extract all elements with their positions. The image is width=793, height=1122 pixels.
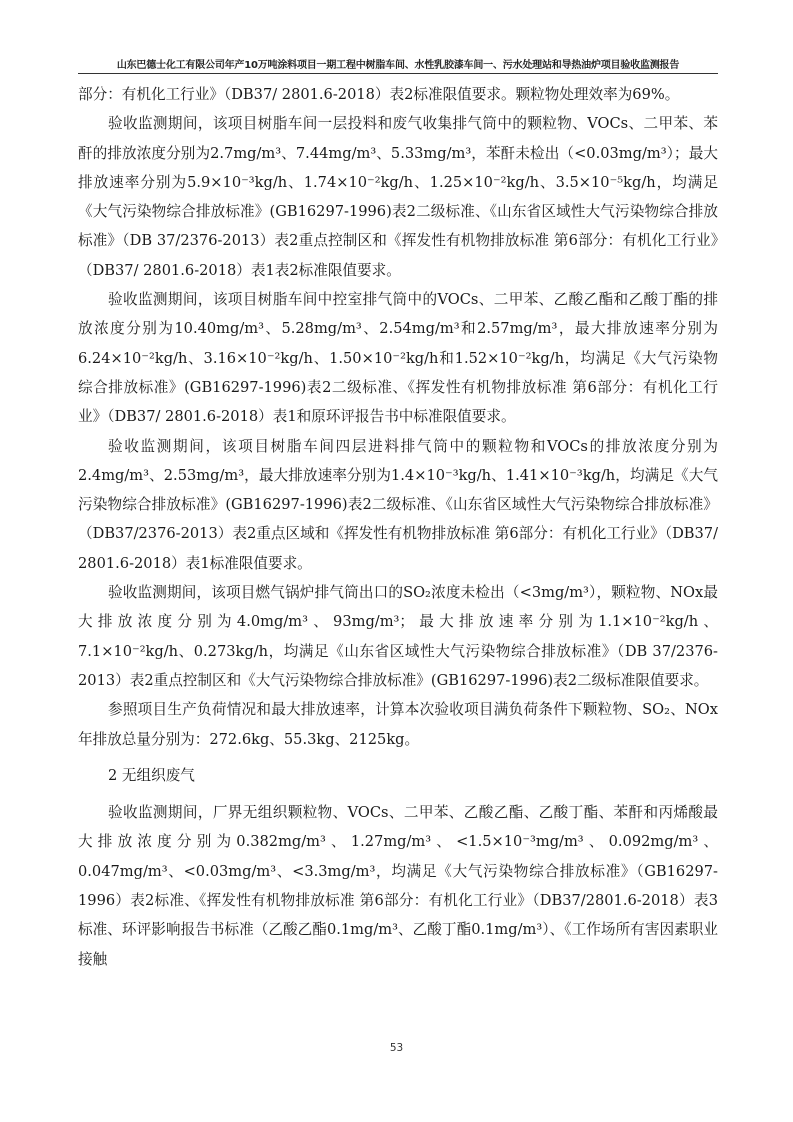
- running-header: 山东巴德士化工有限公司年产10万吨涂料项目一期工程中树脂车间、水性乳胶漆车间一、污水处理站和导热油炉项目验收监测报告: [116, 60, 680, 71]
- paragraph-resin-floor1: 验收监测期间，该项目树脂车间一层投料和废气收集排气筒中的颗粒物、VOCs、二甲苯、苯酐的排放浓度分别为2.7mg/m³、7.44mg/m³、5.33mg/m³，苯酐未检出（<0.03mg/m³）；最大排放速率分别为5.9×10⁻³kg/h、1.74×10⁻²kg/h、1.25×10⁻²kg/h、3.5×10⁻⁵kg/h，均满足《大气污染物综合排放标准》(GB16297-1996)表2二级标准、《山东省区域性大气污染物综合排放标准》（DB 37/2376-2013）表2重点控制区和《挥发性有机物排放标准 第6部分：有机化工行业》（DB37/ 2801.6-2018）表1表2标准限值要求。: [78, 115, 718, 279]
- header-rule: [78, 73, 718, 74]
- section-heading-fugitive: 2 无组织废气: [108, 766, 195, 784]
- paragraph-total-emission: 参照项目生产负荷情况和最大排放速率，计算本次验收项目满负荷条件下颗粒物、SO₂、NOx年排放总量分别为：272.6kg、55.3kg、2125kg。: [78, 701, 718, 748]
- page-body: [78, 80, 718, 974]
- page-number: 53: [389, 1042, 404, 1054]
- paragraph-fugitive: 验收监测期间，厂界无组织颗粒物、VOCs、二甲苯、乙酸乙酯、乙酸丁酯、苯酐和丙烯酸最大排放浓度分别为0.382mg/m³、1.27mg/m³、<1.5×10⁻³mg/m³、0.092mg/m³、0.047mg/m³、<0.03mg/m³、<3.3mg/m³，均满足《大气污染物综合排放标准》（GB16297-1996）表2标准、《挥发性有机物排放标准 第6部分：有机化工行业》（DB37/2801.6-2018）表3标准、环评影响报告书标准（乙酸乙酯0.1mg/m³、乙酸丁酯0.1mg/m³）、《工作场所有害因素职业接触: [78, 804, 718, 968]
- paragraph-resin-floor4: 验收监测期间，该项目树脂车间四层进料排气筒中的颗粒物和VOCs的排放浓度分别为2.4mg/m³、2.53mg/m³，最大排放速率分别为1.4×10⁻³kg/h、1.41×10⁻³kg/h，均满足《大气污染物综合排放标准》(GB16297-1996)表2二级标准、《山东省区域性大气污染物综合排放标准》（DB37/2376-2013）表2重点区域和《挥发性有机物排放标准 第6部分：有机化工行业》（DB37/ 2801.6-2018）表1标准限值要求。: [78, 437, 718, 572]
- paragraph-control-room: 验收监测期间，该项目树脂车间中控室排气筒中的VOCs、二甲苯、乙酸乙酯和乙酸丁酯的排放浓度分别为10.40mg/m³、5.28mg/m³、2.54mg/m³和2.57mg/m³，最大排放速率分别为6.24×10⁻²kg/h、3.16×10⁻²kg/h、1.50×10⁻²kg/h和1.52×10⁻²kg/h，均满足《大气污染物综合排放标准》(GB16297-1996)表2二级标准、《挥发性有机物排放标准 第6部分：有机化工行业》（DB37/ 2801.6-2018）表1和原环评报告书中标准限值要求。: [78, 291, 718, 426]
- paragraph-continuation: 部分：有机化工行业》（DB37/ 2801.6-2018）表2标准限值要求。颗粒物处理效率为69%。: [78, 86, 680, 103]
- paragraph-gas-boiler: 验收监测期间，该项目燃气锅炉排气筒出口的SO₂浓度未检出（<3mg/m³），颗粒物、NOx最大排放浓度分别为4.0mg/m³、93mg/m³；最大排放速率分别为1.1×10⁻²kg/h、7.1×10⁻²kg/h、0.273kg/h，均满足《山东省区域性大气污染物综合排放标准》（DB 37/2376-2013）表2重点控制区和《大气污染物综合排放标准》(GB16297-1996)表2二级标准限值要求。: [78, 584, 718, 689]
